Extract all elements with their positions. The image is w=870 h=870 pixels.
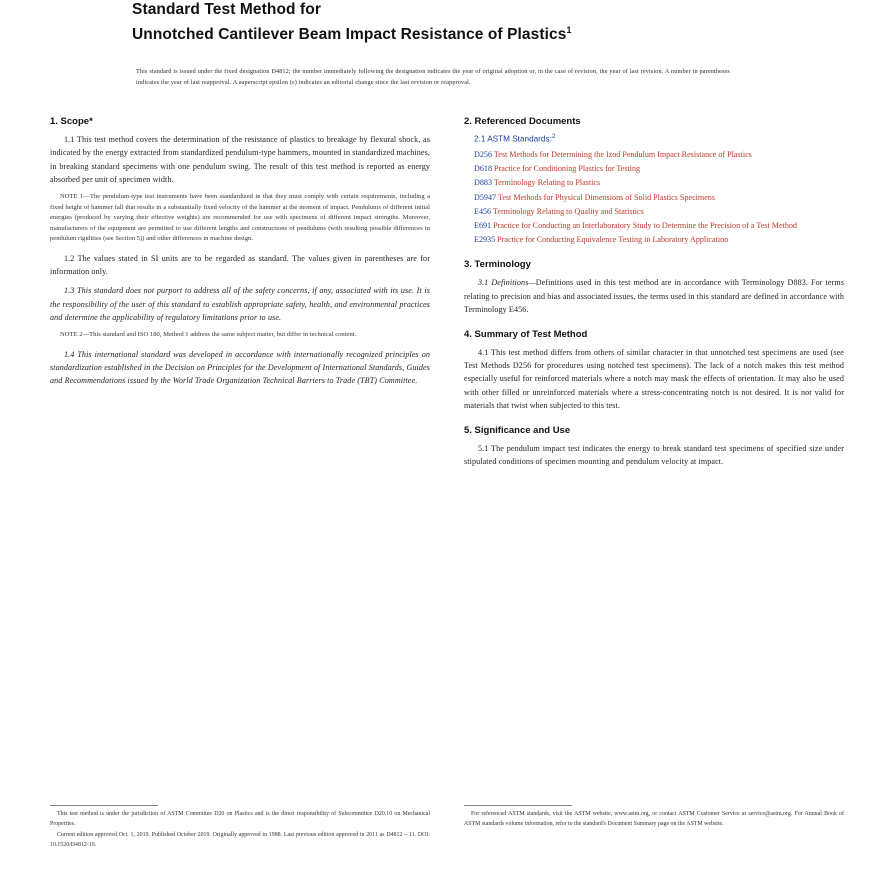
left-column	[50, 116, 430, 474]
paragraph-1-3: 1.3 This standard does not purport to address all of the safety concerns, if any, associated with its use. It is the responsibility of the user of this standard to establish appropriate safety, health, and environmental practices and determine the applicability of regulatory limitations prior to use.	[50, 286, 430, 322]
paragraph-3-1	[464, 276, 844, 316]
reference-item[interactable]	[474, 148, 844, 161]
reference-item[interactable]	[474, 176, 844, 189]
reference-item[interactable]	[474, 205, 844, 218]
reference-title[interactable]: Practice for Conducting an Interlaboratory Study to Determine the Precision of a Test Method	[493, 220, 797, 230]
section-2-heading: 2. Referenced Documents	[464, 116, 581, 128]
definitions-lead: 3.1 Definitions—	[478, 278, 536, 288]
reference-item[interactable]	[474, 219, 844, 232]
footnote-1: This test method is under the jurisdiction of ASTM Committee D20 on Plastics and is the direct responsibility of Subcommittee D20.10 on Mechanical Properties.	[50, 811, 430, 827]
reference-designation[interactable]: D256	[474, 149, 492, 159]
title-block	[36, 0, 834, 45]
reference-title[interactable]: Practice for Conditioning Plastics for Testing	[494, 164, 641, 174]
note-2: NOTE 2—This standard and ISO 180, Method 1 address the same subject matter, but differ in technical content.	[60, 330, 357, 338]
right-column	[464, 116, 844, 474]
paragraph-1-4: 1.4 This international standard was developed in accordance with internationally recognized principles on standardization established in the Decision on Principles for the Development of International Standards, Guides and Recommendations issued by the World Trade Organization Technical Barriers to Trade (TBT) Committee.	[50, 349, 430, 385]
reference-item[interactable]	[474, 233, 844, 246]
section-4-heading: 4. Summary of Test Method	[464, 328, 588, 340]
reference-title[interactable]: Practice for Conducting Equivalence Testing in Laboratory Application	[497, 235, 729, 245]
reference-designation[interactable]: D5947	[474, 192, 497, 202]
subsection-2-1-label: 2.1 ASTM Standards:	[474, 134, 552, 144]
reference-title[interactable]: Terminology Relating to Quality and Statistics	[492, 206, 644, 216]
footnotes-area	[50, 805, 844, 852]
subsection-2-1-heading	[474, 133, 844, 144]
paragraph-1-1: 1.1 This test method covers the determination of the resistance of plastics to breakage by flexural shock, as indicated by the energy extracted from standardized pendulum-type hammers, mounted in standardized machines, in breaking standard specimens with one pendulum swing. The result of this test method is reported as energy absorbed per unit of specimen width.	[50, 135, 430, 184]
document-title-footnote-marker: 1	[566, 25, 572, 35]
referenced-documents-list	[464, 148, 844, 246]
reference-designation[interactable]: E2935	[474, 235, 496, 245]
paragraph-5-1: 5.1 The pendulum impact test indicates the energy to break standard test specimens of specified size under stipulated conditions of specimen mounting and pendulum velocity at impact.	[464, 443, 844, 467]
section-5-heading: 5. Significance and Use	[464, 424, 571, 436]
document-title-text: Unnotched Cantilever Beam Impact Resistance of Plastics	[132, 26, 567, 44]
reference-designation[interactable]: D618	[474, 164, 492, 174]
reference-item[interactable]	[474, 191, 844, 204]
note-1: NOTE 1—The pendulum-type test instruments have been standardized in that they must comply with certain requirements, including a fixed height of hammer fall that results in a substantially fixed velocity of the hammer at the moment of impact. Pendulums of different initial energies (produced by varying their effective weights) are recommended for use with specimens of different impact strengths. Moreover, manufacturers of the equipment are permitted to use different lengths and constructions of pendulums (with resulting possible differences in pendulum rigidities (see Section 5)) and other differences in machine design.	[50, 192, 430, 243]
reference-title[interactable]: Test Methods for Physical Dimensions of Solid Plastics Specimens	[497, 192, 715, 202]
document-title-line-2	[132, 20, 774, 45]
reference-title[interactable]: Test Methods for Determining the Izod Pendulum Impact Resistance of Plastics	[493, 149, 752, 159]
section-1-heading: 1. Scope*	[50, 116, 93, 128]
footnotes-right	[464, 805, 844, 852]
body-columns	[36, 116, 844, 474]
paragraph-4-1: 4.1 This test method differs from others of similar character in that unnotched test specimens are used (see Test Methods D256 for procedures using notched test specimens). The lack of a notch makes this test method especially useful for reinforced materials where a notch may mask the effects of orientation. It may also be used with other filled or unreinforced materials where a stress-concentrating notch is not desired. It is not valid for materials that twist when subjected to this test.	[464, 347, 844, 410]
paragraph-1-2: 1.2 The values stated in SI units are to be regarded as standard. The values given in parentheses are for information only.	[50, 253, 430, 277]
reference-item[interactable]	[474, 162, 844, 175]
document-title-line-1: Standard Test Method for	[132, 1, 321, 18]
reference-designation[interactable]: E691	[474, 220, 492, 230]
subsection-2-1-footnote-marker: 2	[551, 133, 556, 141]
reference-designation[interactable]: E456	[474, 206, 492, 216]
reference-title[interactable]: Terminology Relating to Plastics	[493, 178, 601, 188]
footnote-rule	[50, 805, 158, 806]
section-3-heading: 3. Terminology	[464, 259, 531, 271]
footnote-rule	[464, 805, 572, 806]
footnote-2: Current edition approved Oct. 1, 2019. Published October 2019. Originally approved in 1988. Last previous edition approved in 2011 as D4812 – 11. DOI: 10.1520/D4812-19.	[50, 832, 430, 848]
standard-preamble: This standard is issued under the fixed designation D4812; the number immediately following the designation indicates the year of original adoption or, in the case of revision, the year of last revision. A number in parentheses indicates the year of last reapproval. A superscript epsilon (ε) indicates an editorial change since the last revision or reapproval.	[136, 68, 730, 86]
footnote-3: For referenced ASTM standards, visit the ASTM website, www.astm.org, or contact ASTM Customer Service at service@astm.org. For Annual Book of ASTM standards volume information, refer to the standard's Document Summary page on the ASTM website.	[464, 811, 844, 827]
footnotes-left	[50, 805, 430, 852]
paragraph-3-1-text: Definitions used in this test method are in accordance with Terminology D883. For terms relating to precision and bias and associated issues, the terms used in this standard are defined in accordance with Terminology E456.	[464, 278, 844, 314]
reference-designation[interactable]: D883	[474, 178, 492, 188]
